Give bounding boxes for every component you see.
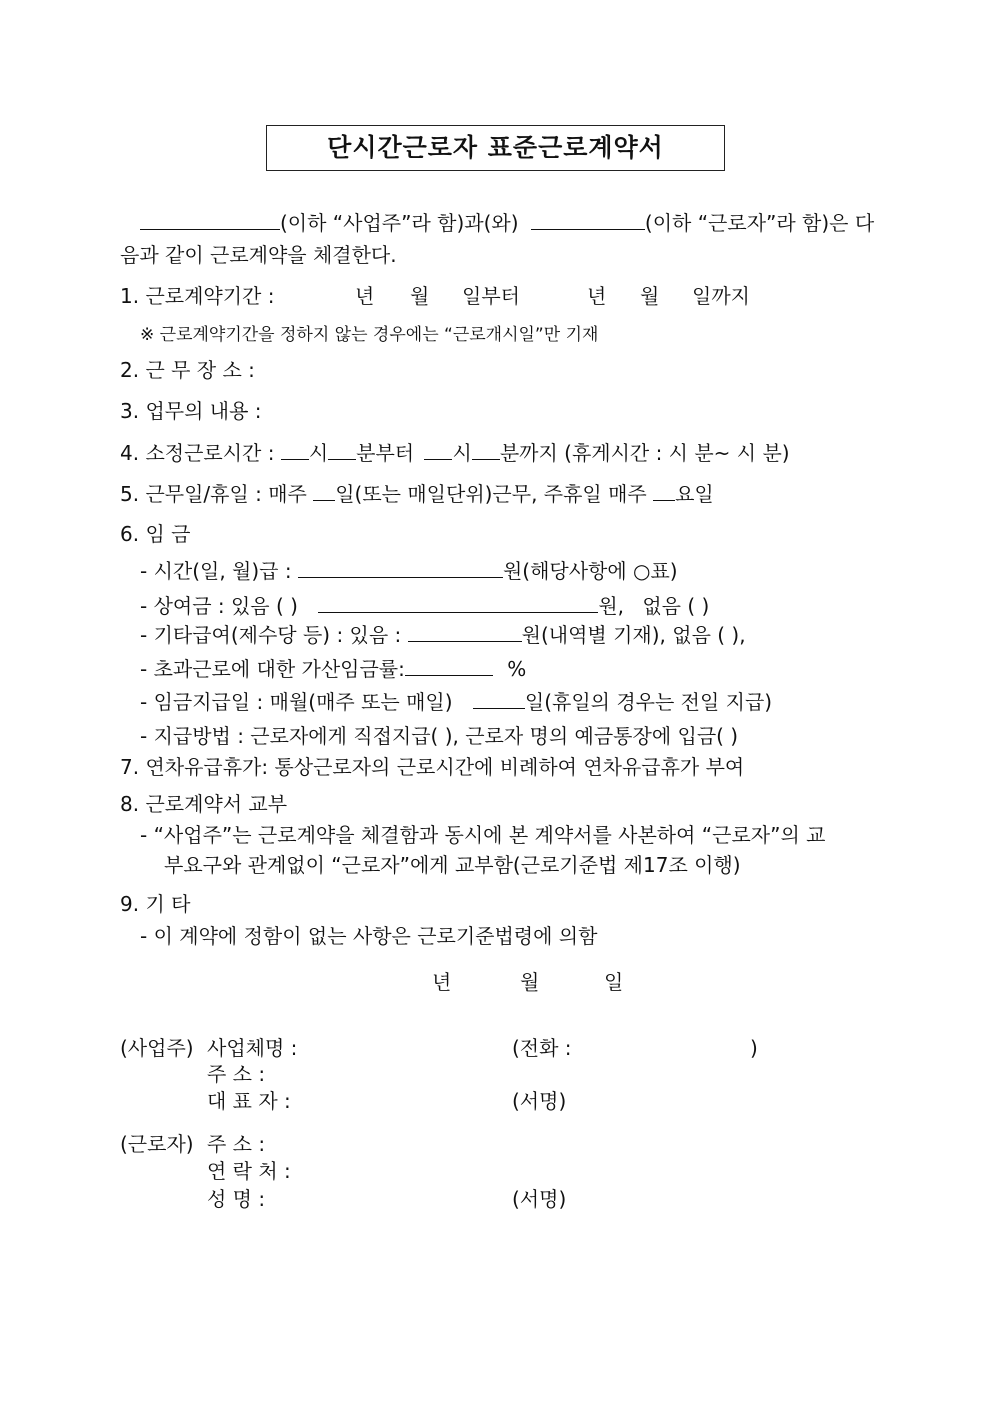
delivery-line-1: - “사업주”는 근로계약을 체결함과 동시에 본 계약서를 사본하여 “근로자”의 교	[140, 823, 826, 847]
bonus-amount-blank[interactable]	[318, 592, 598, 613]
period-start-day: 일부터	[462, 284, 520, 308]
workdays-count-blank[interactable]	[313, 480, 335, 501]
hourly-wage-blank[interactable]	[298, 557, 503, 578]
employee-role: (근로자)	[120, 1132, 194, 1156]
contract-period-label: 1. 근로계약기간 :	[120, 284, 275, 308]
period-end-year: 년	[587, 284, 607, 308]
start-hour-blank[interactable]	[281, 439, 309, 460]
employee-signature[interactable]: (서명)	[512, 1187, 567, 1211]
wage-label: 6. 임 금	[120, 522, 191, 546]
period-note: ※ 근로계약기간을 정하지 않는 경우에는 “근로개시일”만 기재	[140, 325, 599, 345]
period-end-month: 월	[640, 284, 660, 308]
payment-method-line: - 지급방법 : 근로자에게 직접지급( ), 근로자 명의 예금통장에 입금( )	[140, 724, 739, 748]
annual-leave-line: 7. 연차유급휴가: 통상근로자의 근로시간에 비례하여 연차유급휴가 부여	[120, 755, 745, 779]
overtime-rate-line: - 초과근로에 대한 가산임금률: %	[140, 657, 527, 681]
date-day: 일	[604, 970, 624, 994]
document-title: 단시간근로자 표준근로계약서	[266, 125, 725, 171]
other-pay-line: - 기타급여(제수당 등) : 있음 : 원(내역별 기재), 없음 ( ),	[140, 623, 746, 647]
delivery-line-2: 부요구와 관계없이 “근로자”에게 교부함(근로기준법 제17조 이행)	[164, 853, 741, 877]
bonus-line: - 상여금 : 있음 ( ) 원, 없음 ( )	[140, 594, 710, 618]
other-pay-blank[interactable]	[408, 621, 522, 642]
intro-line-2: 음과 같이 근로계약을 체결한다.	[120, 243, 397, 267]
delivery-label: 8. 근로계약서 교부	[120, 792, 288, 816]
employer-role: (사업주)	[120, 1036, 194, 1060]
intro-line-1: (이하 “사업주”라 함)과(와) (이하 “근로자”라 함)은 다	[140, 209, 874, 236]
payday-blank[interactable]	[473, 688, 525, 709]
company-name-label: 사업체명 :	[207, 1036, 298, 1060]
period-end-day: 일까지	[692, 284, 750, 308]
hourly-wage-line: - 시간(일, 월)급 : 원(해당사항에 ○표)	[140, 559, 678, 583]
employer-address-label: 주 소 :	[207, 1062, 266, 1086]
working-hours-line: 4. 소정근로시간 : 시 분부터 시 분까지 (휴게시간 : 시 분~ 시 분)	[120, 441, 790, 465]
workdays-line: 5. 근무일/휴일 : 매주 일(또는 매일단위)근무, 주휴일 매주 요일	[120, 482, 714, 506]
date-year: 년	[432, 970, 452, 994]
employer-name-blank[interactable]	[140, 209, 280, 230]
employer-phone-close: )	[750, 1036, 758, 1060]
overtime-rate-blank[interactable]	[405, 655, 493, 676]
period-start-month: 월	[410, 284, 430, 308]
employer-signature[interactable]: (서명)	[512, 1089, 567, 1113]
employer-phone-label: (전화 :	[512, 1036, 572, 1060]
end-hour-blank[interactable]	[424, 439, 452, 460]
period-start-year: 년	[355, 284, 375, 308]
misc-label: 9. 기 타	[120, 892, 191, 916]
employee-name-label: 성 명 :	[207, 1187, 266, 1211]
date-month: 월	[520, 970, 540, 994]
end-minute-blank[interactable]	[472, 439, 500, 460]
employee-address-label: 주 소 :	[207, 1132, 266, 1156]
duties-label: 3. 업무의 내용 :	[120, 399, 262, 423]
rest-time: (휴게시간 : 시 분~ 시 분)	[564, 441, 790, 465]
weekly-holiday-blank[interactable]	[653, 480, 675, 501]
employee-name-blank[interactable]	[531, 209, 645, 230]
workplace-label: 2. 근 무 장 소 :	[120, 358, 255, 382]
employee-contact-label: 연 락 처 :	[207, 1159, 291, 1183]
misc-line: - 이 계약에 정함이 없는 사항은 근로기준법령에 의함	[140, 924, 598, 948]
start-minute-blank[interactable]	[328, 439, 356, 460]
payday-line: - 임금지급일 : 매월(매주 또는 매일) 일(휴일의 경우는 전일 지급)	[140, 690, 773, 714]
representative-label: 대 표 자 :	[207, 1089, 291, 1113]
